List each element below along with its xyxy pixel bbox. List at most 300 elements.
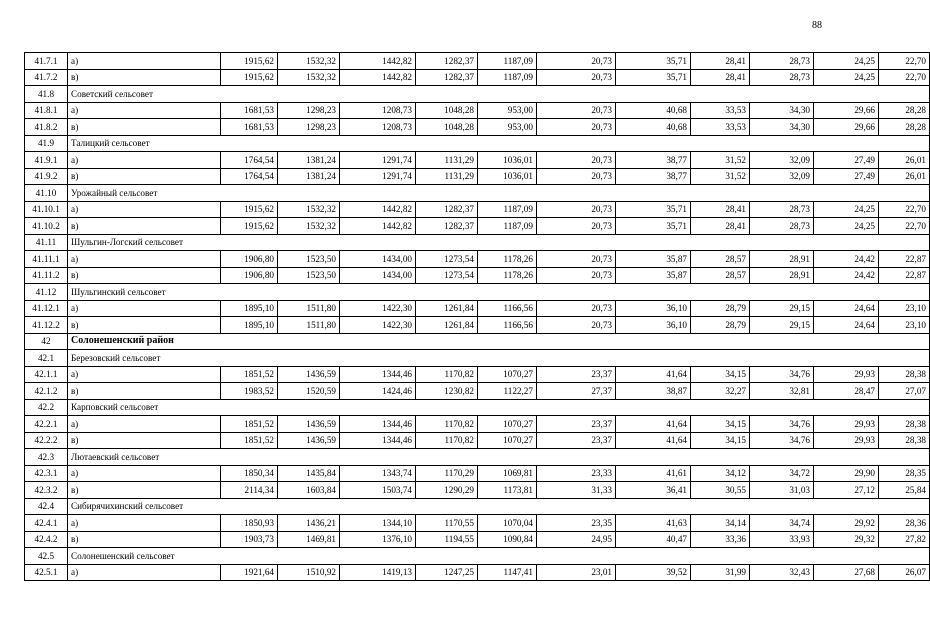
- table-row: [25, 119, 930, 136]
- table-row: [25, 218, 930, 235]
- section-heading-row: [25, 350, 930, 367]
- value-cell: 28,35: [879, 465, 930, 482]
- value-cell: 1906,80: [221, 251, 278, 268]
- row-code: 41.9.1: [25, 152, 68, 169]
- section-heading-row: [25, 234, 930, 251]
- value-cell: 25,84: [879, 482, 930, 499]
- value-cell: 24,64: [814, 300, 879, 317]
- table-row: [25, 317, 930, 334]
- value-cell: 38,77: [616, 168, 691, 185]
- value-cell: 1381,24: [278, 168, 340, 185]
- row-code: 42.2.1: [25, 416, 68, 433]
- value-cell: 28,73: [750, 201, 814, 218]
- value-cell: 22,70: [879, 201, 930, 218]
- value-cell: 1090,84: [478, 531, 537, 548]
- value-cell: 1419,13: [340, 564, 416, 581]
- value-cell: 1681,53: [221, 102, 278, 119]
- value-cell: 24,25: [814, 218, 879, 235]
- heading-code: 42.3: [25, 449, 68, 466]
- row-label: а): [68, 152, 221, 169]
- value-cell: 1291,74: [340, 152, 416, 169]
- row-label: а): [68, 366, 221, 383]
- value-cell: 34,76: [750, 432, 814, 449]
- section-name: Карповский сельсовет: [68, 399, 930, 416]
- row-label: а): [68, 515, 221, 532]
- value-cell: 1261,84: [416, 317, 478, 334]
- row-label: в): [68, 482, 221, 499]
- value-cell: 24,42: [814, 267, 879, 284]
- row-code: 41.12.1: [25, 300, 68, 317]
- value-cell: 23,10: [879, 300, 930, 317]
- value-cell: 1170,82: [416, 366, 478, 383]
- value-cell: 1764,54: [221, 168, 278, 185]
- value-cell: 1208,73: [340, 119, 416, 136]
- section-name: Лютаевский сельсовет: [68, 449, 930, 466]
- value-cell: 32,27: [691, 383, 750, 400]
- value-cell: 1764,54: [221, 152, 278, 169]
- value-cell: 34,14: [691, 515, 750, 532]
- table-row: [25, 515, 930, 532]
- value-cell: 1166,56: [478, 300, 537, 317]
- value-cell: 20,73: [537, 69, 616, 86]
- value-cell: 1851,52: [221, 416, 278, 433]
- value-cell: 28,57: [691, 267, 750, 284]
- value-cell: 28,41: [691, 218, 750, 235]
- value-cell: 1282,37: [416, 201, 478, 218]
- heading-code: 41.11: [25, 234, 68, 251]
- row-code: 41.11.1: [25, 251, 68, 268]
- value-cell: 1187,09: [478, 218, 537, 235]
- section-name: Талицкий сельсовет: [68, 135, 930, 152]
- table-row: [25, 69, 930, 86]
- heading-code: 42.4: [25, 498, 68, 515]
- value-cell: 23,37: [537, 416, 616, 433]
- section-heading-row: [25, 284, 930, 301]
- value-cell: 1036,01: [478, 152, 537, 169]
- value-cell: 34,76: [750, 366, 814, 383]
- value-cell: 1170,82: [416, 416, 478, 433]
- value-cell: 1532,32: [278, 218, 340, 235]
- value-cell: 26,01: [879, 152, 930, 169]
- value-cell: 31,52: [691, 152, 750, 169]
- value-cell: 23,35: [537, 515, 616, 532]
- row-label: а): [68, 53, 221, 70]
- value-cell: 1048,28: [416, 119, 478, 136]
- value-cell: 35,87: [616, 251, 691, 268]
- value-cell: 1343,74: [340, 465, 416, 482]
- row-code: 42.1.2: [25, 383, 68, 400]
- value-cell: 33,36: [691, 531, 750, 548]
- value-cell: 1532,32: [278, 53, 340, 70]
- value-cell: 1173,81: [478, 482, 537, 499]
- row-code: 42.2.2: [25, 432, 68, 449]
- value-cell: 34,15: [691, 366, 750, 383]
- value-cell: 32,43: [750, 564, 814, 581]
- table-row: [25, 300, 930, 317]
- value-cell: 34,76: [750, 416, 814, 433]
- section-name: Березовский сельсовет: [68, 350, 930, 367]
- table-row: [25, 102, 930, 119]
- row-label: в): [68, 69, 221, 86]
- value-cell: 1851,52: [221, 432, 278, 449]
- row-code: 41.12.2: [25, 317, 68, 334]
- section-name: Шульгинский сельсовет: [68, 284, 930, 301]
- table-row: [25, 152, 930, 169]
- value-cell: 1298,23: [278, 119, 340, 136]
- value-cell: 20,73: [537, 53, 616, 70]
- row-code: 42.3.2: [25, 482, 68, 499]
- value-cell: 36,10: [616, 300, 691, 317]
- value-cell: 38,87: [616, 383, 691, 400]
- value-cell: 1170,29: [416, 465, 478, 482]
- value-cell: 1070,27: [478, 416, 537, 433]
- value-cell: 23,01: [537, 564, 616, 581]
- district-heading-row: [25, 333, 930, 350]
- value-cell: 1851,52: [221, 366, 278, 383]
- value-cell: 28,91: [750, 251, 814, 268]
- value-cell: 29,32: [814, 531, 879, 548]
- value-cell: 1442,82: [340, 69, 416, 86]
- value-cell: 28,41: [691, 69, 750, 86]
- row-label: в): [68, 432, 221, 449]
- value-cell: 28,41: [691, 53, 750, 70]
- value-cell: 29,90: [814, 465, 879, 482]
- value-cell: 1290,29: [416, 482, 478, 499]
- value-cell: 1520,59: [278, 383, 340, 400]
- value-cell: 29,93: [814, 416, 879, 433]
- row-code: 41.8.1: [25, 102, 68, 119]
- value-cell: 34,30: [750, 119, 814, 136]
- row-code: 42.1.1: [25, 366, 68, 383]
- value-cell: 20,73: [537, 152, 616, 169]
- row-label: а): [68, 251, 221, 268]
- value-cell: 29,66: [814, 102, 879, 119]
- value-cell: 22,70: [879, 53, 930, 70]
- value-cell: 20,73: [537, 168, 616, 185]
- value-cell: 1194,55: [416, 531, 478, 548]
- value-cell: 26,01: [879, 168, 930, 185]
- value-cell: 28,41: [691, 201, 750, 218]
- section-name: Советский сельсовет: [68, 86, 930, 103]
- value-cell: 1434,00: [340, 251, 416, 268]
- table-row: [25, 251, 930, 268]
- value-cell: 35,71: [616, 218, 691, 235]
- value-cell: 39,52: [616, 564, 691, 581]
- row-label: в): [68, 168, 221, 185]
- value-cell: 23,37: [537, 366, 616, 383]
- row-label: в): [68, 267, 221, 284]
- row-label: а): [68, 201, 221, 218]
- value-cell: 28,79: [691, 300, 750, 317]
- value-cell: 29,15: [750, 317, 814, 334]
- heading-code: 42.2: [25, 399, 68, 416]
- value-cell: 1436,59: [278, 432, 340, 449]
- value-cell: 28,57: [691, 251, 750, 268]
- value-cell: 22,87: [879, 267, 930, 284]
- value-cell: 1187,09: [478, 53, 537, 70]
- table-row: [25, 482, 930, 499]
- value-cell: 1291,74: [340, 168, 416, 185]
- value-cell: 1178,26: [478, 267, 537, 284]
- value-cell: 41,63: [616, 515, 691, 532]
- value-cell: 1247,25: [416, 564, 478, 581]
- row-code: 41.9.2: [25, 168, 68, 185]
- value-cell: 32,81: [750, 383, 814, 400]
- row-code: 41.10.2: [25, 218, 68, 235]
- value-cell: 1915,62: [221, 218, 278, 235]
- value-cell: 1511,80: [278, 317, 340, 334]
- value-cell: 1442,82: [340, 201, 416, 218]
- value-cell: 1424,46: [340, 383, 416, 400]
- table-row: [25, 366, 930, 383]
- section-heading-row: [25, 498, 930, 515]
- value-cell: 27,49: [814, 168, 879, 185]
- value-cell: 29,93: [814, 432, 879, 449]
- value-cell: 28,73: [750, 69, 814, 86]
- section-name: Шульгин-Логский сельсовет: [68, 234, 930, 251]
- table-row: [25, 267, 930, 284]
- section-name: Сибирячихинский сельсовет: [68, 498, 930, 515]
- row-code: 41.10.1: [25, 201, 68, 218]
- value-cell: 34,30: [750, 102, 814, 119]
- value-cell: 27,68: [814, 564, 879, 581]
- value-cell: 20,73: [537, 251, 616, 268]
- table-row: [25, 168, 930, 185]
- row-label: а): [68, 465, 221, 482]
- value-cell: 20,73: [537, 267, 616, 284]
- section-heading-row: [25, 135, 930, 152]
- value-cell: 1681,53: [221, 119, 278, 136]
- value-cell: 1603,84: [278, 482, 340, 499]
- row-code: 41.11.2: [25, 267, 68, 284]
- section-heading-row: [25, 185, 930, 202]
- value-cell: 1915,62: [221, 53, 278, 70]
- value-cell: 1895,10: [221, 317, 278, 334]
- value-cell: 34,15: [691, 432, 750, 449]
- value-cell: 28,28: [879, 102, 930, 119]
- table-row: [25, 531, 930, 548]
- value-cell: 1147,41: [478, 564, 537, 581]
- value-cell: 40,68: [616, 102, 691, 119]
- section-heading-row: [25, 399, 930, 416]
- value-cell: 1903,73: [221, 531, 278, 548]
- value-cell: 1906,80: [221, 267, 278, 284]
- value-cell: 1532,32: [278, 69, 340, 86]
- value-cell: 36,41: [616, 482, 691, 499]
- value-cell: 41,64: [616, 366, 691, 383]
- value-cell: 1422,30: [340, 300, 416, 317]
- value-cell: 31,33: [537, 482, 616, 499]
- value-cell: 23,33: [537, 465, 616, 482]
- row-code: 42.5.1: [25, 564, 68, 581]
- row-label: а): [68, 102, 221, 119]
- value-cell: 32,09: [750, 168, 814, 185]
- value-cell: 1523,50: [278, 251, 340, 268]
- value-cell: 1122,27: [478, 383, 537, 400]
- table-row: [25, 201, 930, 218]
- value-cell: 28,79: [691, 317, 750, 334]
- heading-code: 42: [25, 333, 68, 350]
- value-cell: 22,87: [879, 251, 930, 268]
- value-cell: 2114,34: [221, 482, 278, 499]
- value-cell: 27,49: [814, 152, 879, 169]
- value-cell: 40,47: [616, 531, 691, 548]
- value-cell: 1434,00: [340, 267, 416, 284]
- value-cell: 1282,37: [416, 53, 478, 70]
- value-cell: 23,10: [879, 317, 930, 334]
- value-cell: 1503,74: [340, 482, 416, 499]
- value-cell: 1048,28: [416, 102, 478, 119]
- value-cell: 36,10: [616, 317, 691, 334]
- value-cell: 33,53: [691, 102, 750, 119]
- table-row: [25, 53, 930, 70]
- value-cell: 28,73: [750, 53, 814, 70]
- row-label: а): [68, 564, 221, 581]
- value-cell: 1170,82: [416, 432, 478, 449]
- value-cell: 20,73: [537, 201, 616, 218]
- tariff-table: [24, 52, 930, 581]
- table-row: [25, 383, 930, 400]
- value-cell: 1376,10: [340, 531, 416, 548]
- value-cell: 1187,09: [478, 69, 537, 86]
- district-name: Солонешенский район: [68, 333, 930, 350]
- heading-code: 41.8: [25, 86, 68, 103]
- value-cell: 24,25: [814, 53, 879, 70]
- value-cell: 28,38: [879, 432, 930, 449]
- value-cell: 34,72: [750, 465, 814, 482]
- value-cell: 28,28: [879, 119, 930, 136]
- heading-code: 41.9: [25, 135, 68, 152]
- section-heading-row: [25, 86, 930, 103]
- value-cell: 32,09: [750, 152, 814, 169]
- value-cell: 1850,34: [221, 465, 278, 482]
- value-cell: 1915,62: [221, 201, 278, 218]
- value-cell: 28,91: [750, 267, 814, 284]
- value-cell: 1344,46: [340, 416, 416, 433]
- value-cell: 1178,26: [478, 251, 537, 268]
- page-number: 88: [812, 20, 822, 31]
- value-cell: 1469,81: [278, 531, 340, 548]
- value-cell: 1187,09: [478, 201, 537, 218]
- value-cell: 24,95: [537, 531, 616, 548]
- value-cell: 1381,24: [278, 152, 340, 169]
- value-cell: 1208,73: [340, 102, 416, 119]
- value-cell: 1273,54: [416, 267, 478, 284]
- table-row: [25, 465, 930, 482]
- heading-code: 41.10: [25, 185, 68, 202]
- value-cell: 31,99: [691, 564, 750, 581]
- section-heading-row: [25, 449, 930, 466]
- value-cell: 20,73: [537, 102, 616, 119]
- value-cell: 20,73: [537, 317, 616, 334]
- value-cell: 1170,55: [416, 515, 478, 532]
- value-cell: 29,15: [750, 300, 814, 317]
- value-cell: 1070,04: [478, 515, 537, 532]
- section-name: Урожайный сельсовет: [68, 185, 930, 202]
- value-cell: 34,15: [691, 416, 750, 433]
- value-cell: 1436,59: [278, 366, 340, 383]
- value-cell: 1273,54: [416, 251, 478, 268]
- value-cell: 27,82: [879, 531, 930, 548]
- value-cell: 41,61: [616, 465, 691, 482]
- value-cell: 34,74: [750, 515, 814, 532]
- section-name: Солонешенский сельсовет: [68, 548, 930, 565]
- value-cell: 1344,46: [340, 366, 416, 383]
- value-cell: 28,38: [879, 416, 930, 433]
- value-cell: 27,37: [537, 383, 616, 400]
- value-cell: 34,12: [691, 465, 750, 482]
- value-cell: 1850,93: [221, 515, 278, 532]
- value-cell: 1442,82: [340, 53, 416, 70]
- value-cell: 1511,80: [278, 300, 340, 317]
- value-cell: 1070,27: [478, 432, 537, 449]
- value-cell: 1344,10: [340, 515, 416, 532]
- value-cell: 1131,29: [416, 152, 478, 169]
- value-cell: 22,70: [879, 218, 930, 235]
- heading-code: 42.1: [25, 350, 68, 367]
- section-heading-row: [25, 548, 930, 565]
- value-cell: 1436,59: [278, 416, 340, 433]
- value-cell: 1344,46: [340, 432, 416, 449]
- value-cell: 1131,29: [416, 168, 478, 185]
- value-cell: 24,25: [814, 201, 879, 218]
- value-cell: 1983,52: [221, 383, 278, 400]
- value-cell: 28,38: [879, 366, 930, 383]
- heading-code: 42.5: [25, 548, 68, 565]
- value-cell: 26,07: [879, 564, 930, 581]
- value-cell: 31,03: [750, 482, 814, 499]
- table-row: [25, 564, 930, 581]
- value-cell: 22,70: [879, 69, 930, 86]
- value-cell: 29,92: [814, 515, 879, 532]
- row-code: 42.4.1: [25, 515, 68, 532]
- table-row: [25, 432, 930, 449]
- value-cell: 953,00: [478, 102, 537, 119]
- value-cell: 27,12: [814, 482, 879, 499]
- row-label: в): [68, 317, 221, 334]
- row-code: 41.8.2: [25, 119, 68, 136]
- value-cell: 29,66: [814, 119, 879, 136]
- value-cell: 24,64: [814, 317, 879, 334]
- value-cell: 38,77: [616, 152, 691, 169]
- value-cell: 33,53: [691, 119, 750, 136]
- value-cell: 30,55: [691, 482, 750, 499]
- value-cell: 20,73: [537, 300, 616, 317]
- value-cell: 41,64: [616, 432, 691, 449]
- value-cell: 953,00: [478, 119, 537, 136]
- value-cell: 1532,32: [278, 201, 340, 218]
- value-cell: 1523,50: [278, 267, 340, 284]
- row-label: в): [68, 218, 221, 235]
- value-cell: 1435,84: [278, 465, 340, 482]
- value-cell: 1036,01: [478, 168, 537, 185]
- value-cell: 1895,10: [221, 300, 278, 317]
- row-code: 41.7.1: [25, 53, 68, 70]
- row-code: 41.7.2: [25, 69, 68, 86]
- value-cell: 35,71: [616, 69, 691, 86]
- value-cell: 1436,21: [278, 515, 340, 532]
- value-cell: 1298,23: [278, 102, 340, 119]
- value-cell: 1915,62: [221, 69, 278, 86]
- row-code: 42.3.1: [25, 465, 68, 482]
- value-cell: 35,87: [616, 267, 691, 284]
- value-cell: 1069,81: [478, 465, 537, 482]
- value-cell: 33,93: [750, 531, 814, 548]
- value-cell: 1166,56: [478, 317, 537, 334]
- row-code: 42.4.2: [25, 531, 68, 548]
- value-cell: 28,47: [814, 383, 879, 400]
- value-cell: 41,64: [616, 416, 691, 433]
